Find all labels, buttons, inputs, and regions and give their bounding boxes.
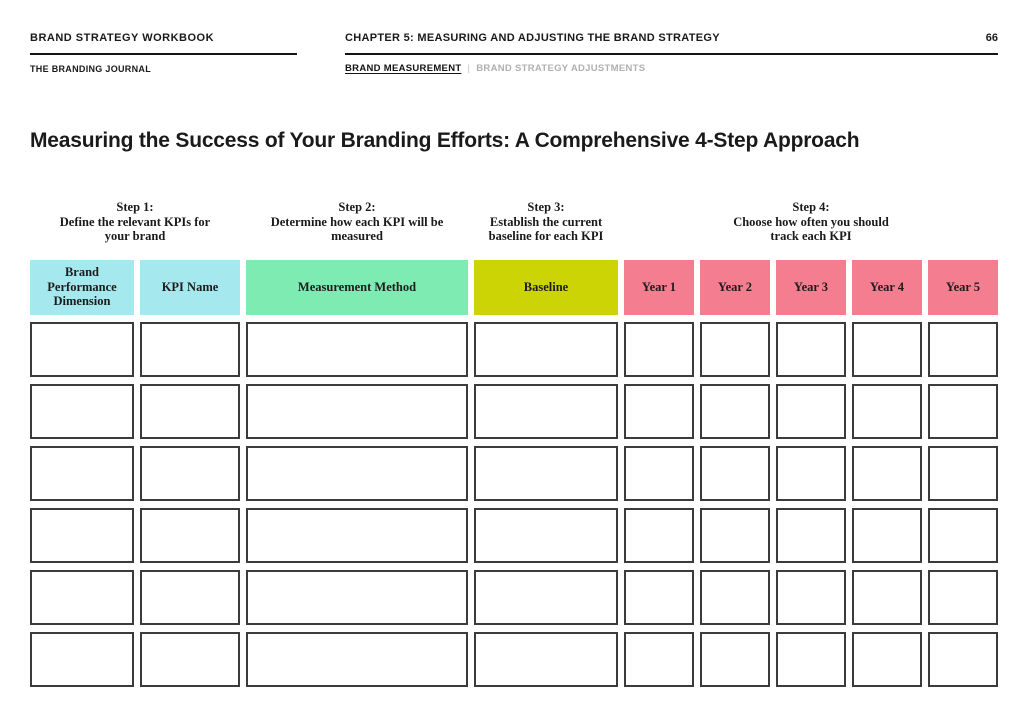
empty-cell-row5-year-4 bbox=[852, 570, 922, 625]
empty-cell-row4-year-1 bbox=[624, 508, 694, 563]
empty-cell-row3-baseline bbox=[474, 446, 618, 501]
column-header-kpi-name: KPI Name bbox=[140, 260, 240, 315]
empty-cell-row2-measurement-method bbox=[246, 384, 468, 439]
empty-cell-row2-brand-performance-dimension bbox=[30, 384, 134, 439]
step-2-label bbox=[246, 200, 468, 244]
masthead bbox=[30, 32, 998, 74]
step-1-label bbox=[30, 200, 240, 244]
empty-cell-row3-year-5 bbox=[928, 446, 998, 501]
empty-cell-row1-year-2 bbox=[700, 322, 770, 377]
empty-cell-row5-measurement-method bbox=[246, 570, 468, 625]
empty-cell-row3-year-2 bbox=[700, 446, 770, 501]
empty-cell-row5-year-5 bbox=[928, 570, 998, 625]
empty-cell-row3-kpi-name bbox=[140, 446, 240, 501]
empty-cell-row6-year-5 bbox=[928, 632, 998, 687]
kpi-tracking-table bbox=[30, 260, 998, 687]
empty-cell-row2-year-4 bbox=[852, 384, 922, 439]
step-2-line: Step 2: bbox=[338, 200, 376, 214]
column-header-year-3: Year 3 bbox=[776, 260, 846, 315]
empty-cell-row6-baseline bbox=[474, 632, 618, 687]
page-title: Measuring the Success of Your Branding Efforts: A Comprehensive 4-Step Approach bbox=[30, 129, 860, 152]
empty-cell-row6-brand-performance-dimension bbox=[30, 632, 134, 687]
empty-cell-row4-year-2 bbox=[700, 508, 770, 563]
empty-cell-row2-baseline bbox=[474, 384, 618, 439]
empty-cell-row3-measurement-method bbox=[246, 446, 468, 501]
journal-name: THE BRANDING JOURNAL bbox=[30, 64, 152, 74]
empty-cell-row4-baseline bbox=[474, 508, 618, 563]
step-1-line: Step 1: bbox=[116, 200, 154, 214]
workbook-title: BRAND STRATEGY WORKBOOK bbox=[30, 32, 215, 44]
masthead-left-divider bbox=[30, 53, 297, 55]
steps-row bbox=[30, 200, 998, 244]
empty-cell-row6-kpi-name bbox=[140, 632, 240, 687]
chapter-row bbox=[345, 32, 998, 44]
empty-cell-row4-kpi-name bbox=[140, 508, 240, 563]
step-1-line: your brand bbox=[104, 229, 166, 243]
empty-cell-row1-baseline bbox=[474, 322, 618, 377]
column-header-year-5: Year 5 bbox=[928, 260, 998, 315]
masthead-right-divider bbox=[345, 53, 998, 55]
section-nav bbox=[345, 63, 998, 74]
empty-cell-row3-brand-performance-dimension bbox=[30, 446, 134, 501]
empty-cell-row5-brand-performance-dimension bbox=[30, 570, 134, 625]
empty-cell-row2-year-1 bbox=[624, 384, 694, 439]
page-number: 66 bbox=[985, 32, 998, 44]
empty-cell-row1-year-5 bbox=[928, 322, 998, 377]
column-header-year-2: Year 2 bbox=[700, 260, 770, 315]
empty-cell-row5-kpi-name bbox=[140, 570, 240, 625]
nav-separator: | bbox=[467, 63, 471, 74]
empty-cell-row1-year-4 bbox=[852, 322, 922, 377]
empty-cell-row3-year-3 bbox=[776, 446, 846, 501]
empty-cell-row1-brand-performance-dimension bbox=[30, 322, 134, 377]
empty-cell-row2-kpi-name bbox=[140, 384, 240, 439]
empty-cell-row5-year-1 bbox=[624, 570, 694, 625]
empty-cell-row6-year-3 bbox=[776, 632, 846, 687]
empty-cell-row1-kpi-name bbox=[140, 322, 240, 377]
empty-cell-row5-year-2 bbox=[700, 570, 770, 625]
chapter-title: CHAPTER 5: MEASURING AND ADJUSTING THE BRAND STRATEGY bbox=[345, 32, 720, 44]
step-4-line: Choose how often you should bbox=[733, 214, 889, 229]
empty-cell-row6-measurement-method bbox=[246, 632, 468, 687]
empty-cell-row5-year-3 bbox=[776, 570, 846, 625]
empty-cell-row4-brand-performance-dimension bbox=[30, 508, 134, 563]
empty-cell-row2-year-3 bbox=[776, 384, 846, 439]
step-2-line: measured bbox=[331, 229, 383, 243]
empty-cell-row4-year-4 bbox=[852, 508, 922, 563]
masthead-left bbox=[30, 32, 297, 74]
column-header-year-1: Year 1 bbox=[624, 260, 694, 315]
nav-item-brand-strategy-adjustments: BRAND STRATEGY ADJUSTMENTS bbox=[476, 63, 646, 74]
empty-cell-row6-year-4 bbox=[852, 632, 922, 687]
nav-item-brand-measurement: BRAND MEASUREMENT bbox=[345, 63, 462, 74]
column-header-year-4: Year 4 bbox=[852, 260, 922, 315]
empty-cell-row4-measurement-method bbox=[246, 508, 468, 563]
empty-cell-row6-year-2 bbox=[700, 632, 770, 687]
empty-cell-row5-baseline bbox=[474, 570, 618, 625]
step-3-line: baseline for each KPI bbox=[488, 229, 604, 243]
empty-cell-row2-year-5 bbox=[928, 384, 998, 439]
masthead-right bbox=[345, 32, 998, 74]
empty-cell-row1-measurement-method bbox=[246, 322, 468, 377]
step-3-line: Step 3: bbox=[527, 200, 565, 214]
empty-cell-row1-year-1 bbox=[624, 322, 694, 377]
empty-cell-row6-year-1 bbox=[624, 632, 694, 687]
step-4-line: Step 4: bbox=[792, 200, 830, 214]
step-1-line: Define the relevant KPIs for bbox=[59, 214, 211, 229]
column-header-brand-performance-dimension: Brand Performance Dimension bbox=[30, 260, 134, 315]
step-2-line: Determine how each KPI will be bbox=[270, 214, 444, 229]
step-4-label bbox=[624, 200, 998, 244]
empty-cell-row1-year-3 bbox=[776, 322, 846, 377]
empty-cell-row3-year-4 bbox=[852, 446, 922, 501]
column-header-baseline: Baseline bbox=[474, 260, 618, 315]
empty-cell-row2-year-2 bbox=[700, 384, 770, 439]
empty-cell-row4-year-3 bbox=[776, 508, 846, 563]
step-4-line: track each KPI bbox=[770, 229, 852, 243]
step-3-line: Establish the current bbox=[489, 214, 603, 229]
column-header-measurement-method: Measurement Method bbox=[246, 260, 468, 315]
empty-cell-row4-year-5 bbox=[928, 508, 998, 563]
empty-cell-row3-year-1 bbox=[624, 446, 694, 501]
step-3-label bbox=[474, 200, 618, 244]
